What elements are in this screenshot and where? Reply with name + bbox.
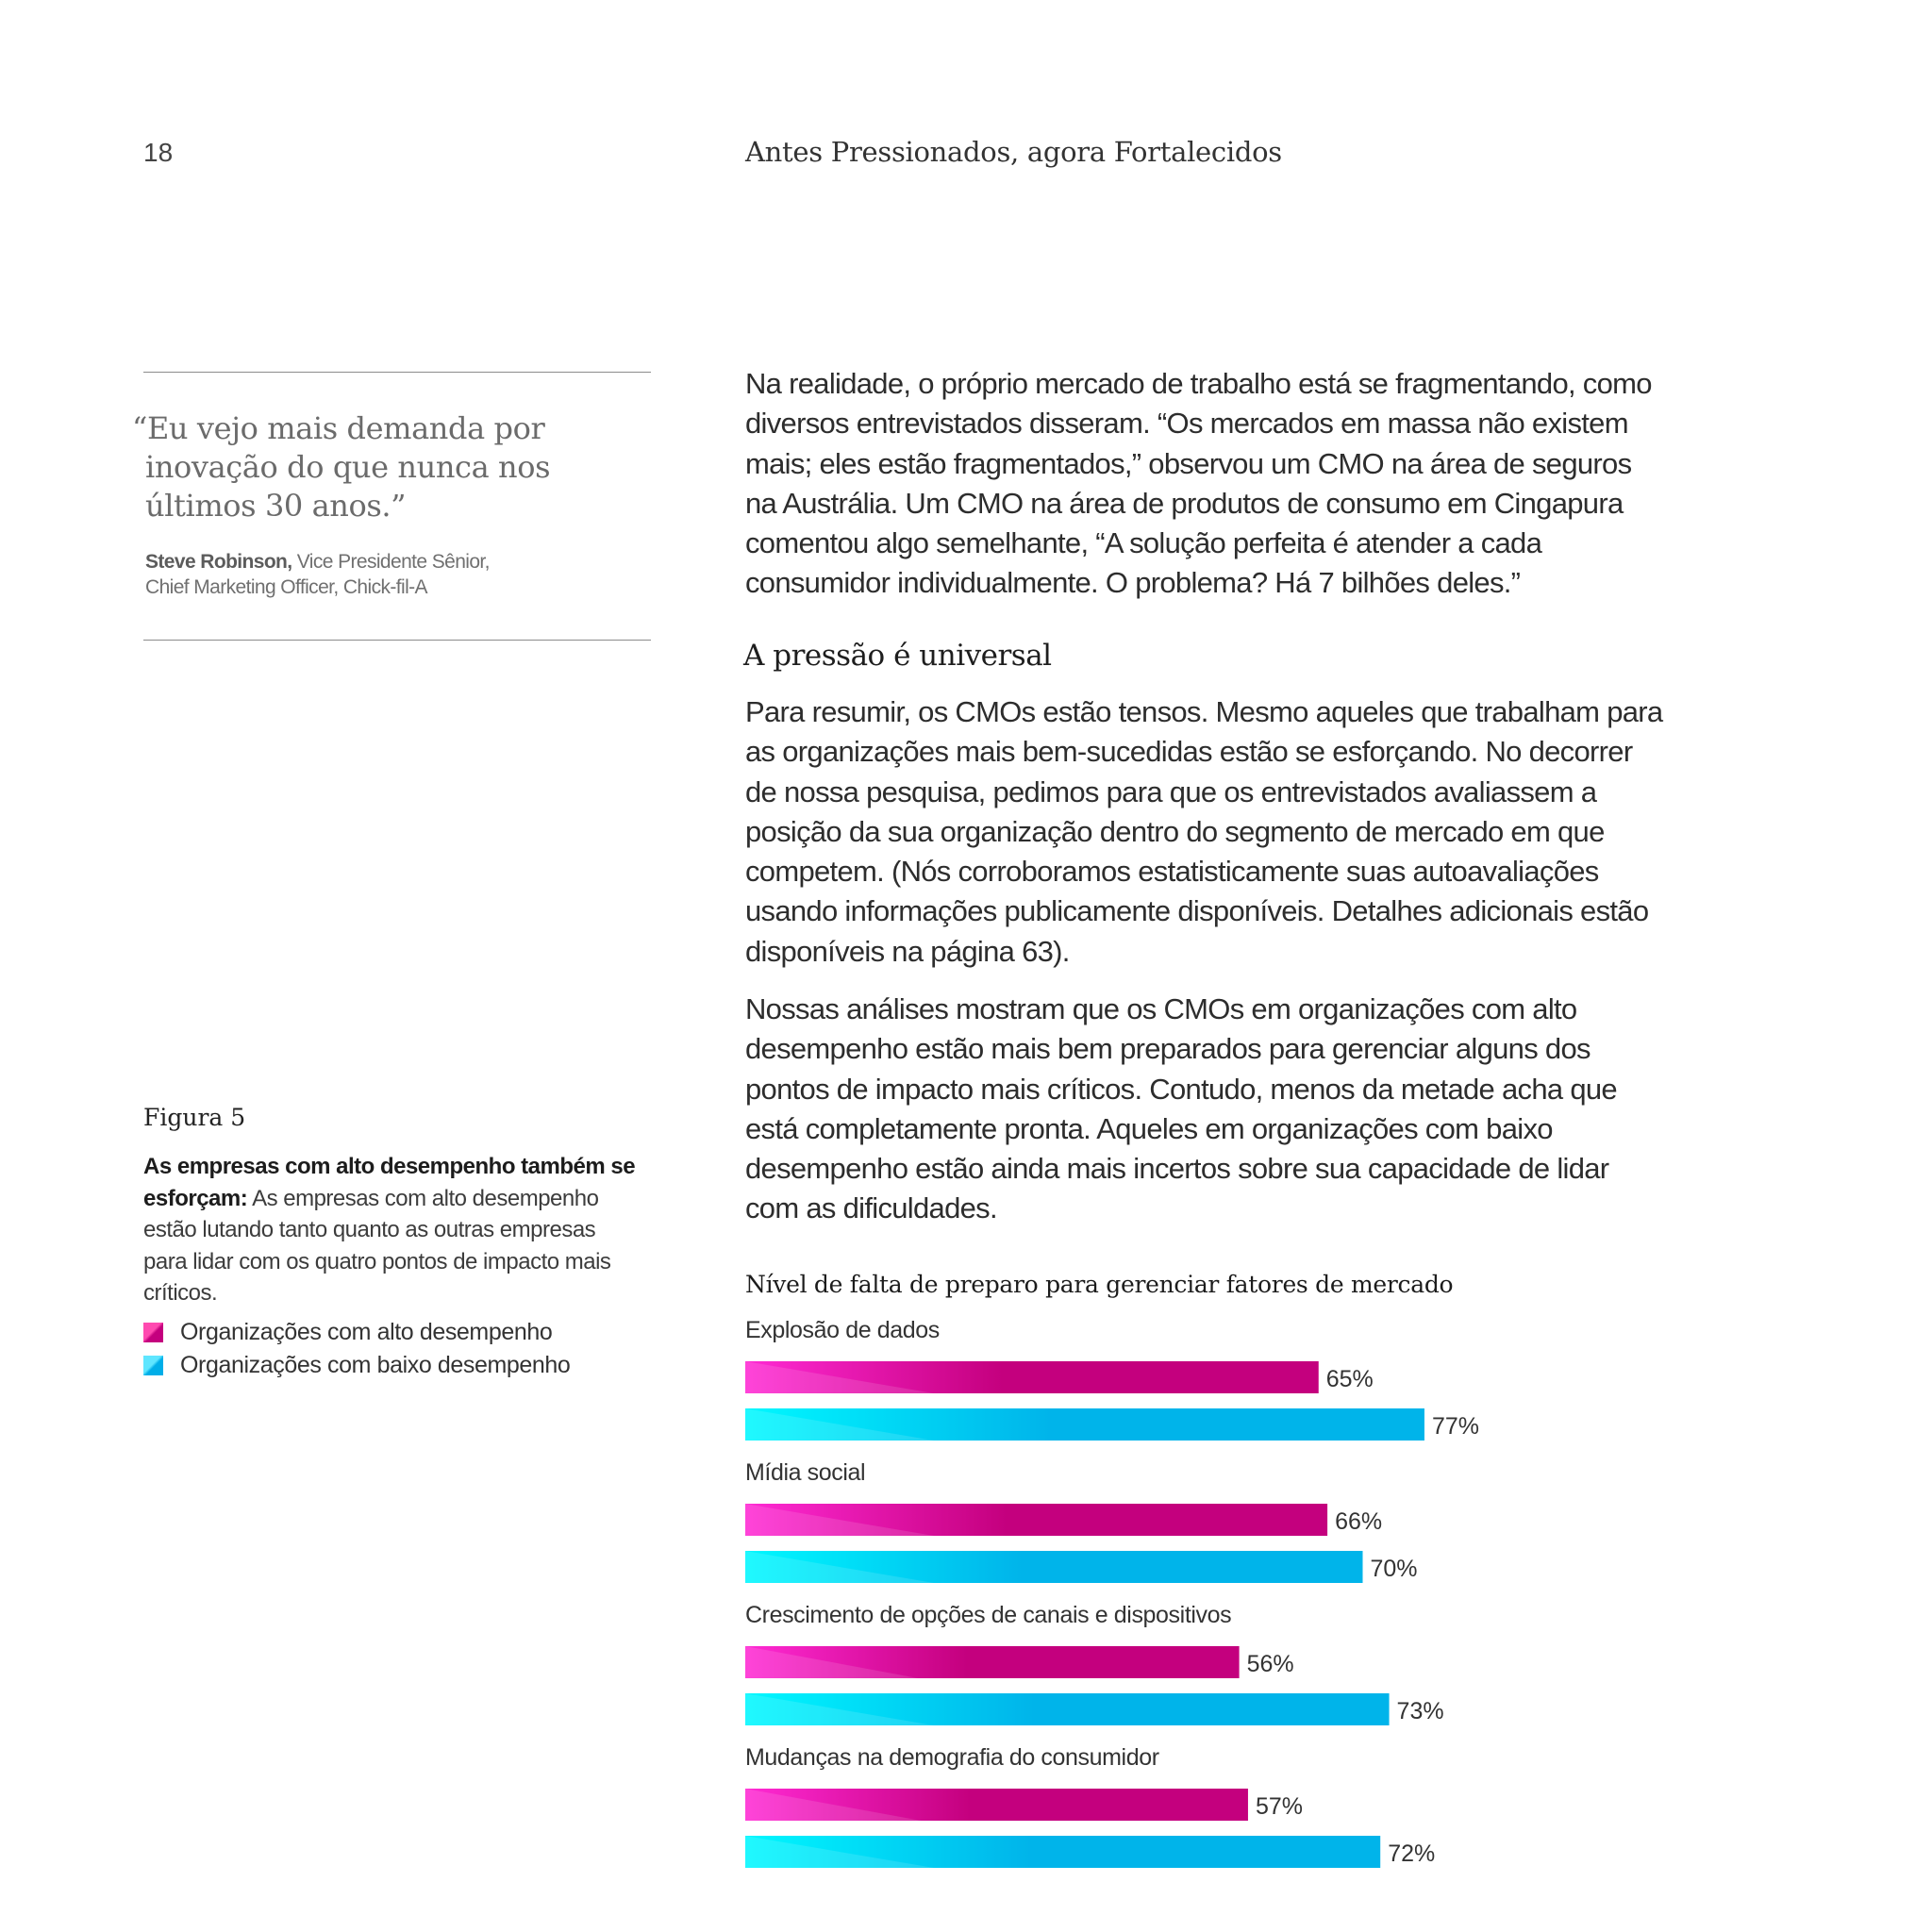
category-label: Mudanças na demografia do consumidor	[745, 1744, 1159, 1771]
caption-bold: esforçam:	[143, 1185, 248, 1211]
bar-sheen	[745, 1408, 934, 1441]
body-paragraph-1	[745, 364, 1679, 604]
value-label: 70%	[1370, 1556, 1418, 1582]
quote-company: Chief Marketing Officer, Chick-fil-A	[145, 576, 427, 598]
legend-item-low	[143, 1349, 570, 1382]
bar-high-performers	[745, 1504, 1327, 1536]
caption-text: As empresas com alto desempenho	[247, 1185, 599, 1211]
quote-bottom-rule	[143, 640, 651, 641]
figure-label: Figura 5	[143, 1104, 246, 1131]
bar-high-performers	[745, 1646, 1240, 1678]
text-line: consumidor individualmente. O problema? Há 7 bilhões deles.”	[745, 566, 1521, 600]
text-line: comentou algo semelhante, “A solução perfeita é atender a cada	[745, 526, 1542, 560]
category-label: Mídia social	[745, 1459, 866, 1486]
pull-quote	[132, 409, 660, 525]
text-line: diversos entrevistados disseram. “Os mercados em massa não existem	[745, 407, 1628, 441]
bar-sheen	[745, 1836, 934, 1868]
section-heading: A pressão é universal	[743, 639, 1052, 673]
running-title: Antes Pressionados, agora Fortalecidos	[745, 136, 1282, 168]
text-line: as organizações mais bem-sucedidas estão se esforçando. No decorrer	[745, 735, 1633, 769]
text-line: de nossa pesquisa, pedimos para que os entrevistados avaliassem a	[745, 774, 1597, 808]
value-label: 73%	[1396, 1698, 1444, 1724]
bar-low-performers	[745, 1408, 1424, 1441]
body-paragraph-2	[745, 692, 1679, 972]
bar-high-performers	[745, 1361, 1319, 1393]
value-label: 65%	[1325, 1366, 1374, 1392]
category-label: Crescimento de opções de canais e dispositivos	[745, 1602, 1232, 1628]
quote-role: Vice Presidente Sênior,	[291, 551, 490, 573]
bar-sheen	[745, 1551, 934, 1583]
legend-item-high	[143, 1316, 570, 1349]
text-line: mais; eles estão fragmentados,” observou um CMO na área de seguros	[745, 446, 1632, 480]
bar-sheen	[745, 1504, 934, 1536]
quote-top-rule	[143, 372, 651, 373]
bar-sheen	[745, 1789, 922, 1821]
value-label: 77%	[1431, 1413, 1479, 1440]
pull-quote-line: últimos 30 anos.”	[145, 488, 407, 524]
text-line: posição da sua organização dentro do segmento de mercado em que	[745, 814, 1605, 848]
pull-quote-line: “Eu vejo mais demanda por	[132, 410, 545, 446]
caption-bold: As empresas com alto desempenho também se	[143, 1154, 636, 1179]
text-line: pontos de impacto mais críticos. Contudo, menos da metade acha que	[745, 1072, 1617, 1106]
text-line: na Austrália. Um CMO na área de produtos de consumo em Cingapura	[745, 486, 1624, 520]
bar-sheen	[745, 1693, 934, 1725]
text-line: usando informações publicamente disponíveis. Detalhes adicionais estão	[745, 894, 1649, 928]
legend-swatch-magenta	[143, 1323, 163, 1342]
text-line: Para resumir, os CMOs estão tensos. Mesmo aqueles que trabalham para	[745, 695, 1663, 728]
bar-high-performers	[745, 1789, 1248, 1821]
pull-quote-line: inovação do que nunca nos	[145, 449, 551, 485]
chart-title-text: Nível de falta de preparo para gerenciar fatores de mercado	[745, 1271, 1454, 1298]
chart-title	[745, 1271, 1453, 1298]
caption-text: críticos.	[143, 1280, 218, 1306]
text-line: Nossas análises mostram que os CMOs em organizações com alto	[745, 992, 1577, 1025]
category-label: Explosão de dados	[745, 1317, 940, 1343]
text-line: desempenho estão mais bem preparados para gerenciar alguns dos	[745, 1032, 1591, 1066]
legend-swatch-cyan	[143, 1356, 163, 1375]
text-line: competem. (Nós corroboramos estatisticamente suas autoavaliações	[745, 855, 1599, 889]
bar-sheen	[745, 1361, 934, 1393]
page-number: 18	[143, 138, 174, 167]
value-label: 72%	[1388, 1840, 1436, 1867]
bar-low-performers	[745, 1551, 1363, 1583]
text-line: com as dificuldades.	[745, 1191, 997, 1225]
text-line: está completamente pronta. Aqueles em organizações com baixo	[745, 1111, 1553, 1145]
legend-label: Organizações com alto desempenho	[180, 1319, 553, 1345]
caption-text: estão lutando tanto quanto as outras empresas	[143, 1217, 596, 1242]
value-label: 57%	[1255, 1793, 1303, 1820]
caption-text: para lidar com os quatro pontos de impacto mais	[143, 1248, 611, 1274]
figure-caption	[143, 1151, 658, 1309]
bar-low-performers	[745, 1836, 1380, 1868]
bar-sheen	[745, 1646, 918, 1678]
quote-author: Steve Robinson,	[145, 551, 292, 573]
text-line: disponíveis na página 63).	[745, 934, 1070, 968]
quote-attribution	[145, 549, 636, 600]
bar-low-performers	[745, 1693, 1390, 1725]
text-line: desempenho estão ainda mais incertos sobre sua capacidade de lidar	[745, 1152, 1609, 1186]
value-label: 56%	[1246, 1651, 1294, 1677]
value-label: 66%	[1335, 1508, 1383, 1535]
chart-legend	[143, 1316, 570, 1382]
text-line: Na realidade, o próprio mercado de trabalho está se fragmentando, como	[745, 367, 1652, 400]
legend-label: Organizações com baixo desempenho	[180, 1352, 571, 1378]
body-paragraph-3	[745, 990, 1679, 1229]
